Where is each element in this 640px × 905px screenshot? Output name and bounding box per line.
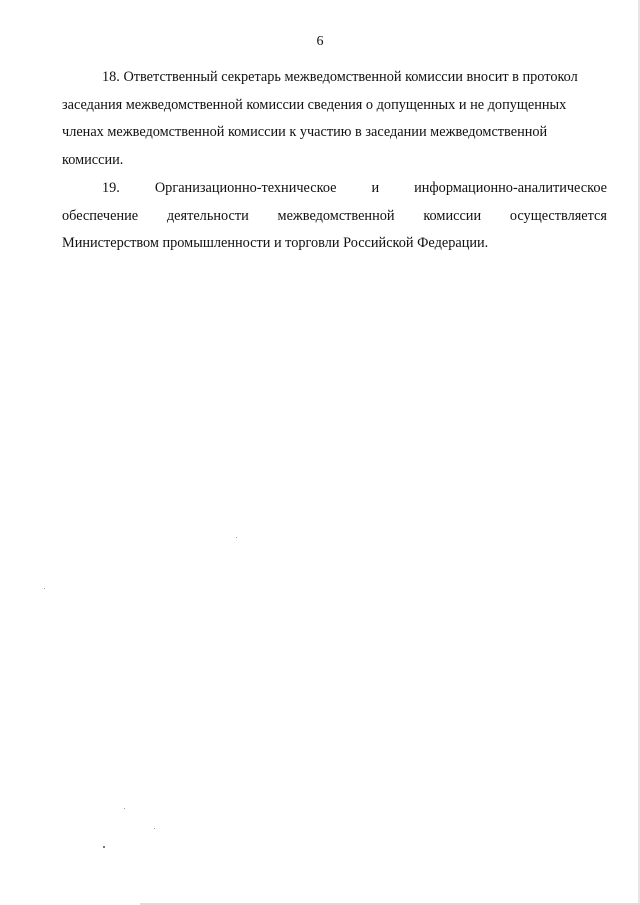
scan-speck	[44, 588, 45, 589]
paragraph-19-line-3: Министерством промышленности и торговли Российской Федерации.	[62, 235, 489, 251]
paragraph-19-word: межведомственной	[277, 207, 395, 224]
paragraph-18	[62, 64, 607, 174]
scan-speck	[103, 846, 105, 848]
scan-speck	[154, 828, 155, 829]
paragraph-18-line-3: членах межведомственной комиссии к участию в заседании межведомственной	[62, 124, 548, 140]
paragraph-19	[62, 175, 607, 258]
document-body	[62, 64, 607, 258]
scan-speck	[236, 537, 237, 538]
paragraph-19-word: Организационно-техническое	[154, 180, 337, 196]
paragraph-19-word: деятельности	[166, 207, 249, 224]
paragraph-18-line-1	[62, 64, 607, 92]
scan-speck	[124, 808, 125, 809]
paragraph-18-line-4: комиссии.	[62, 151, 124, 168]
page-number: 6	[316, 34, 324, 49]
paragraph-19-number: 19.	[102, 180, 120, 196]
paragraph-18-line-2: заседания межведомственной комиссии сведения о допущенных и не допущенных	[62, 96, 567, 113]
paragraph-18-line-1-text: 18. Ответственный секретарь межведомственной комиссии вносит в протокол	[102, 69, 578, 85]
paragraph-19-line-2	[62, 203, 607, 231]
paragraph-19-word: и	[371, 180, 380, 196]
paragraph-19-word: информационно-аналитическое	[414, 180, 607, 196]
paragraph-19-word: обеспечение	[62, 207, 139, 224]
paragraph-19-line-1	[62, 175, 607, 203]
paragraph-19-word: комиссии	[423, 207, 482, 224]
paragraph-19-word: осуществляется	[509, 207, 607, 224]
